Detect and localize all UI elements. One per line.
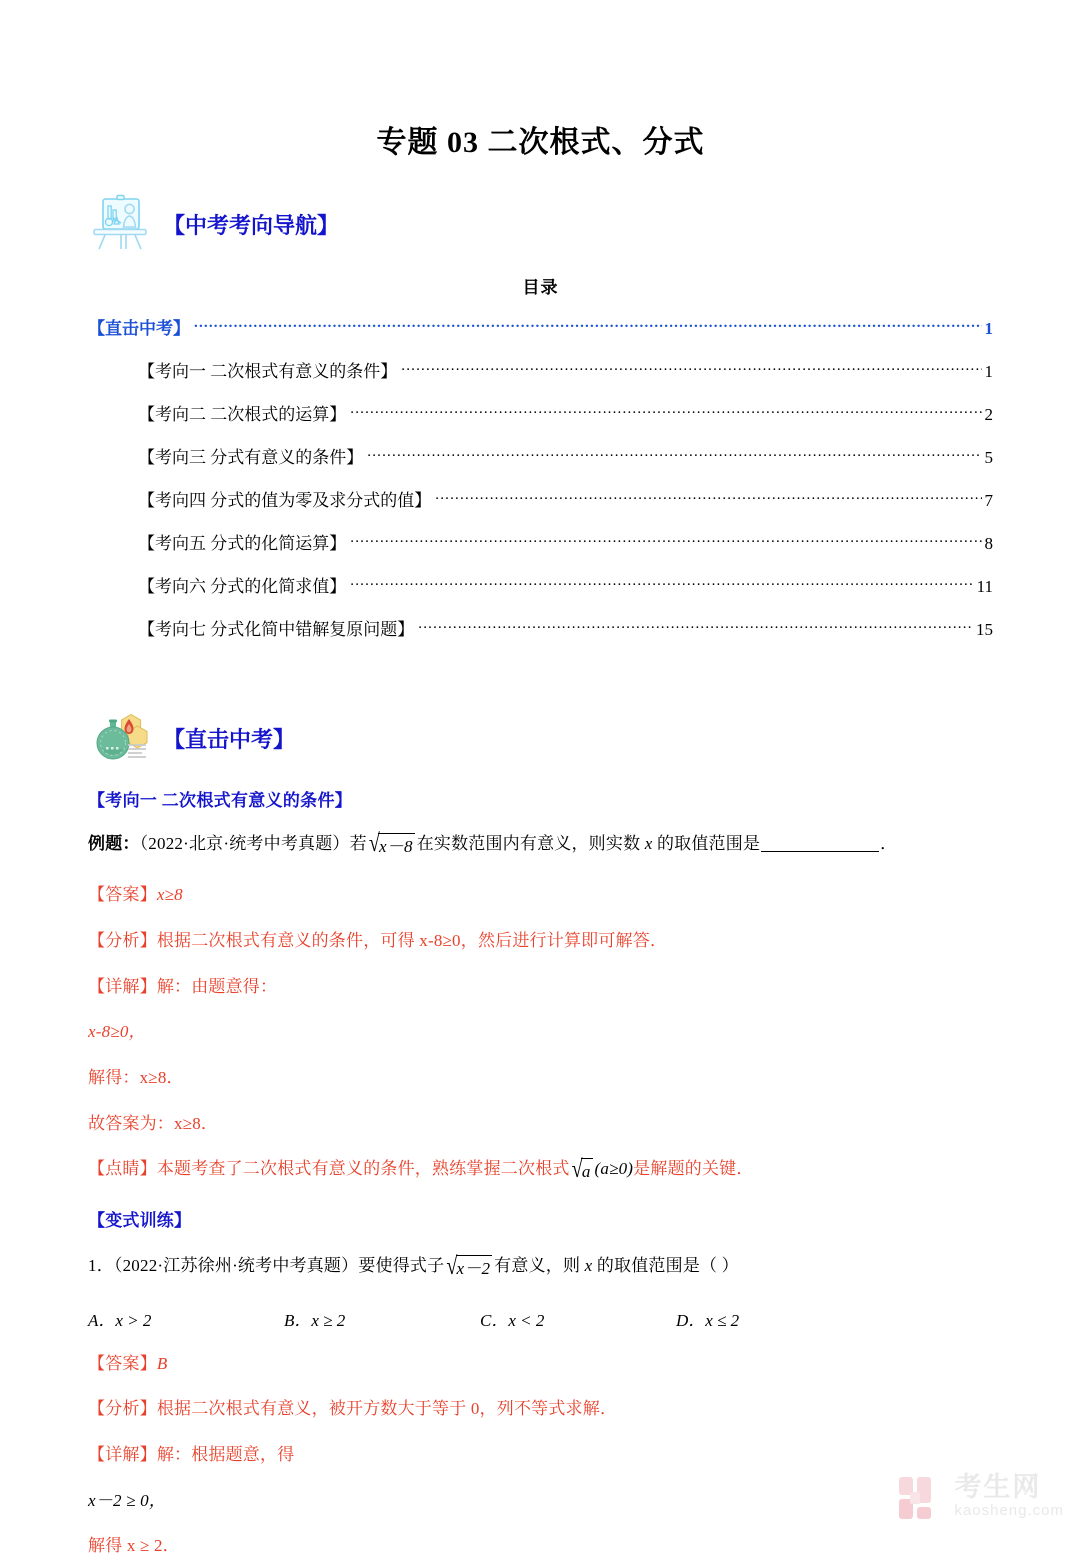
toc-leader-dots	[401, 360, 981, 377]
toc-leader-dots	[350, 532, 981, 549]
nav-section-header	[88, 193, 993, 255]
example-answer-line	[88, 883, 993, 908]
toc-page-number: 8	[984, 534, 993, 553]
toc-entry-label: 【考向五 分式的化简运算】	[138, 534, 347, 553]
toc-entry-label: 【考向一 二次根式有意义的条件】	[138, 362, 398, 381]
radical-radicand: x－8	[378, 833, 415, 860]
example-detail-line	[88, 975, 993, 1000]
question-number: 1．	[88, 1256, 114, 1276]
detail-text: 解：由题意得：	[156, 976, 278, 996]
toc-entry-label: 【考向三 分式有意义的条件】	[138, 448, 364, 467]
question-text-before: 要使得式子	[358, 1256, 445, 1276]
option-a[interactable]	[88, 1306, 284, 1331]
example-question	[88, 829, 993, 862]
toc-page-number: 7	[984, 491, 993, 510]
option-row	[88, 1306, 993, 1331]
variation-detail-line	[88, 1443, 993, 1468]
option-letter: C．	[480, 1310, 509, 1330]
analysis-text: 根据二次根式有意义的条件，可得 x-8≥0，然后进行计算即可解答．	[156, 931, 668, 951]
toc-entry-label: 【考向六 分式的化简求值】	[138, 577, 347, 596]
example-tip-line	[88, 1157, 993, 1187]
option-b[interactable]	[284, 1306, 480, 1331]
example-step-1: x-8≥0，	[88, 1022, 146, 1042]
variation-answer-line	[88, 1352, 993, 1377]
question-text-tail: 的取值范围是（ ）	[596, 1256, 739, 1276]
radical-radicand: x－2	[456, 1255, 493, 1282]
tip-text-before: 本题考查了二次根式有意义的条件，熟练掌握二次根式	[156, 1159, 570, 1179]
option-letter: B．	[284, 1310, 312, 1330]
variation-analysis-line	[88, 1397, 993, 1422]
tip-label: 【点睛】	[88, 1159, 157, 1179]
example-text-after: 在实数范围内有意义，则实数	[416, 834, 641, 853]
toc-entry-label: 【直击中考】	[88, 319, 190, 338]
example-variable: x	[644, 834, 653, 853]
page-title: 专题 03 二次根式、分式	[376, 126, 705, 159]
radical-radicand: a	[581, 1158, 593, 1185]
nav-section-label: 【中考考向导航】	[163, 212, 340, 238]
option-letter: D．	[676, 1310, 706, 1330]
toc-heading: 目录	[522, 278, 559, 297]
toc-page-number: 15	[976, 620, 993, 639]
toc-entry[interactable]	[138, 443, 993, 468]
watermark-text	[954, 1474, 1064, 1521]
variation-heading: 【变式训练】	[88, 1210, 192, 1230]
toc-page-number: 11	[976, 577, 993, 596]
example-period: ．	[880, 834, 898, 853]
toc-leader-dots	[418, 618, 973, 635]
question-source: （2022·江苏徐州·统考中考真题）	[113, 1256, 359, 1276]
tip-radical-expression	[571, 1155, 593, 1187]
toc-entry-label: 【考向四 分式的值为零及求分式的值】	[138, 491, 432, 510]
radical-sign-icon: √	[368, 829, 381, 858]
detail-label: 【详解】	[88, 976, 157, 996]
watermark-en: kaosheng.com	[954, 1502, 1064, 1520]
option-value: x < 2	[508, 1310, 545, 1330]
toc-leader-dots	[350, 575, 973, 592]
kaoxiang-heading: 【考向一 二次根式有意义的条件】	[88, 791, 353, 810]
example-source: （2022·北京·统考中考真题）	[139, 834, 350, 853]
toc-entry[interactable]	[138, 615, 993, 640]
toc-leader-dots	[367, 446, 981, 463]
option-d[interactable]	[676, 1306, 872, 1331]
toc-entry-label: 【考向七 分式化简中错解复原问题】	[138, 620, 415, 639]
variation-question-1	[88, 1254, 993, 1284]
h-logo-icon	[897, 1474, 945, 1522]
analysis-text: 根据二次根式有意义，被开方数大于等于 0，列不等式求解．	[156, 1399, 618, 1419]
watermark	[897, 1474, 1064, 1522]
toc-entry[interactable]	[138, 357, 993, 382]
radical-expression	[368, 829, 415, 862]
toc-entry-label: 【考向二 二次根式的运算】	[138, 405, 347, 424]
example-text-before: 若	[349, 834, 367, 853]
option-value: x ≤ 2	[705, 1310, 740, 1330]
toc-page-number: 1	[984, 319, 993, 338]
answer-value: x≥8	[156, 885, 183, 905]
option-value: x > 2	[115, 1310, 152, 1330]
toc-page-number: 2	[984, 405, 993, 424]
variation-step-1: x－2 ≥ 0，	[88, 1490, 166, 1510]
toc-entry[interactable]	[138, 400, 993, 425]
radical-sign-icon: √	[571, 1155, 583, 1183]
analysis-label: 【分析】	[88, 931, 157, 951]
option-c[interactable]	[480, 1306, 676, 1331]
detail-text: 解：根据题意，得	[156, 1445, 295, 1465]
toc-leader-dots	[194, 317, 982, 334]
radical-expression	[446, 1252, 492, 1284]
example-analysis-line	[88, 929, 993, 954]
easel-presentation-icon	[88, 193, 154, 255]
flask-chemistry-icon	[88, 707, 154, 769]
answer-label: 【答案】	[88, 1353, 157, 1373]
radical-sign-icon: √	[446, 1252, 458, 1280]
toc-entry[interactable]	[138, 486, 993, 511]
analysis-label: 【分析】	[88, 1399, 157, 1419]
option-value: x ≥ 2	[311, 1310, 346, 1330]
toc-entry[interactable]	[138, 572, 993, 597]
toc-entry[interactable]	[88, 314, 993, 339]
toc-leader-dots	[435, 489, 981, 506]
toc-list	[88, 314, 993, 640]
example-lead: 例题：	[88, 834, 140, 853]
question-text-after: 有意义，则	[494, 1256, 581, 1276]
answer-value: B	[156, 1353, 168, 1373]
toc-page-number: 5	[984, 448, 993, 467]
question-variable: x	[584, 1256, 593, 1276]
example-step-3: 故答案为：x≥8．	[88, 1113, 219, 1133]
option-letter: A．	[88, 1310, 116, 1330]
toc-page-number: 1	[984, 362, 993, 381]
example-step-2: 解得：x≥8．	[88, 1068, 184, 1087]
variation-step-2: 解得 x ≥ 2．	[88, 1536, 180, 1556]
answer-blank[interactable]	[761, 836, 879, 851]
exam-section-label: 【直击中考】	[163, 726, 296, 752]
toc-leader-dots	[350, 403, 981, 420]
example-text-tail: 的取值范围是	[656, 834, 761, 853]
answer-label: 【答案】	[88, 885, 157, 905]
watermark-cn: 考生网	[954, 1472, 1042, 1503]
exam-section-header	[88, 707, 993, 769]
tip-condition: (a≥0)	[594, 1159, 634, 1179]
tip-text-after: 是解题的关键．	[633, 1159, 754, 1179]
toc-entry[interactable]	[138, 529, 993, 554]
detail-label: 【详解】	[88, 1445, 157, 1465]
